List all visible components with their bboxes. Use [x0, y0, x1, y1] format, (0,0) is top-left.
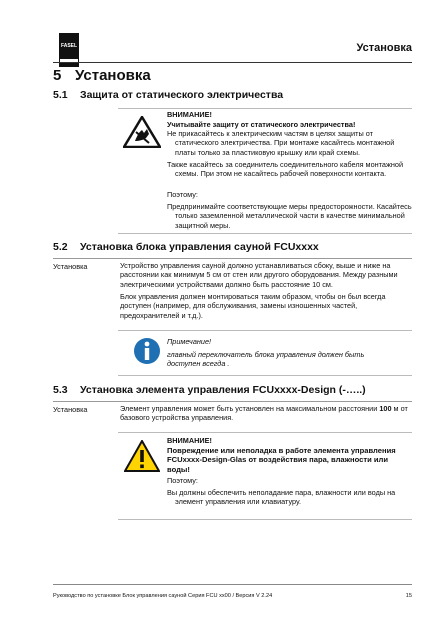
section-53-divider — [53, 401, 412, 402]
section-52-number: 5.2 — [53, 241, 68, 253]
section-52-title: Установка блока управления сауной FCUxxxx — [80, 241, 319, 253]
footer-text: Руководство по установке Блок управления сауной Серия FCU xx00 / Версия V 2.24 — [53, 593, 273, 599]
page-number: 15 — [405, 593, 412, 599]
warning-subtitle-2: Повреждение или неполадка в работе элемента управления FCUxxxx-Design-Glas от воздействия пара, влажности или воды! — [167, 446, 396, 474]
note-text: главный переключатель блока управления должен быть доступен всегда . — [167, 350, 365, 369]
warning-title: ВНИМАНИЕ! — [167, 110, 212, 119]
section-52-paragraph-2: Блок управления должен монтироваться таким образом, чтобы он был всегда доступен (например, для обслуживания, замены изношенных частей, предохранителей и т.д.). — [120, 292, 386, 320]
section-51-title: Защита от статического электричества — [80, 89, 284, 101]
warning-paragraph-4: Предпринимайте соответствующие меры предосторожности. Касайтесь только заземленной металлической части в качестве минимальной защитной меры. — [167, 202, 412, 230]
section-52-label: Установка — [53, 262, 88, 271]
warning-triangle-icon — [124, 440, 160, 472]
warning-title-2: ВНИМАНИЕ! — [167, 436, 212, 445]
header-title: Установка — [356, 42, 412, 54]
warning-paragraph-2: Также касайтесь за соединитель соединительного кабеля монтажной схемы. При этом не касайтесь рабочей поверхности контакта. — [167, 160, 404, 179]
warning-2-paragraph-2: Вы должны обеспечить неполадание пара, влажности или воды на элемент управления или клавиатуру. — [167, 488, 396, 507]
logo-text: FASEL — [60, 43, 78, 49]
warning-paragraph-1: Не прикасайтесь к электрическим частям в целях защиты от статического электричества. При монтаже касайтесь монтажной платы только за пластиковую крышку или край схемы. — [167, 129, 395, 157]
section-53-label: Установка — [53, 405, 88, 414]
footer-divider — [53, 584, 412, 585]
header-divider — [53, 62, 412, 63]
section-5-title: Установка — [75, 67, 151, 84]
section-52-paragraph-1: Устройство управления сауной должно устанавливаться сбоку, выше и ниже на расстоянии как минимум 5 см от стен или другого оборудования. Между разными электрическими устройствами должно быть расстояние 10 см. — [120, 261, 398, 289]
section-53-paragraph-1: Элемент управления может быть установлен на максимальном расстоянии 100 м от базового устройства управления. — [120, 404, 408, 423]
section-51-number: 5.1 — [53, 89, 68, 101]
warning-subtitle: Учитывайте защиту от статического электричества! — [167, 120, 356, 129]
section-53-title: Установка элемента управления FCUxxxx-Design (-…..) — [80, 384, 366, 396]
info-icon — [133, 334, 161, 368]
warning-2-paragraph-1: Поэтому: — [167, 476, 198, 485]
section-53-number: 5.3 — [53, 384, 68, 396]
section-5-number: 5 — [53, 67, 62, 84]
section-52-divider — [53, 258, 412, 259]
warning-paragraph-3: Поэтому: — [167, 190, 198, 199]
note-title: Примечание! — [167, 337, 212, 346]
esd-warning-icon — [123, 116, 161, 148]
